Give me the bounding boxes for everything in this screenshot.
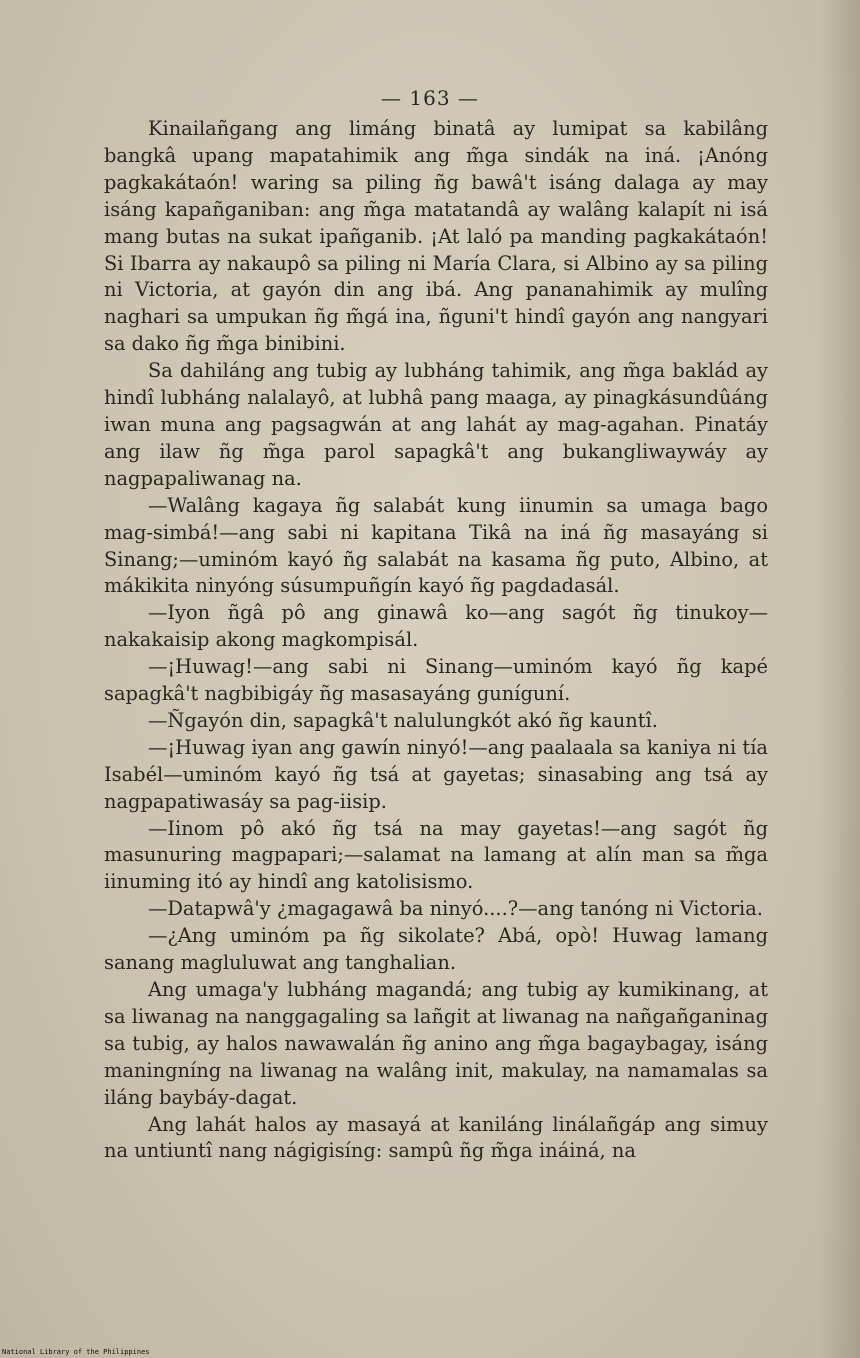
paragraph: —Walâng kagaya ñg salabát kung iinumin sa umaga bago mag-simbá!—ang sabi ni kapitana Tikâ na iná ñg masayáng si Sinang;—uminóm kayó ñg salabát na kasama ñg puto, Albino, at mákikita ninyóng súsumpuñgín kayó ñg pagdadasál. [104,493,768,598]
paragraph: —¡Huwag!—ang sabi ni Sinang—uminóm kayó ñg kapé sapagkâ't nagbibigáy ñg masasayáng guníguní. [104,655,768,706]
paragraph: —Iinom pô akó ñg tsá na may gayetas!—ang sagót ñg masunuring magpapari;—salamat na lamang at alín man sa m̃ga iinuming itó ay hindî ang katolisismo. [104,816,768,894]
paragraph: Ang lahát halos ay masayá at kaniláng linálañgáp ang simuy na untiuntî nang nágigisíng: sampû ñg m̃ga ináiná, na [104,1112,768,1163]
paragraph: Kinailañgang ang limáng binatâ ay lumipat sa kabilâng bangkâ upang mapatahimik ang m̃ga sindák na iná. ¡Anóng pagkakátaón! waring sa piling ñg bawâ't isáng dalaga ay may isáng kapañganiban: ang m̃ga matatandâ ay walâng kalapít ni isá mang butas na sukat ipañganib. ¡At laló pa manding pagkakátaón! Si Ibarra ay nakaupô sa piling ni María Clara, si Albino ay sa piling ni Victoria, at gayón din ang ibá. Ang pananahimik ay mulîng naghari sa umpukan ñg m̃gá ina, ñguni't hindî gayón ang nangyari sa dako ñg m̃ga binibini. [104,117,768,356]
paragraph: —Iyon ñgâ pô ang ginawâ ko—ang sagót ñg tinukoy—nakakaisip akong magkompisál. [104,601,768,652]
page-number: — 163 — [381,86,479,110]
paragraph: Ang umaga'y lubháng magandá; ang tubig ay kumikinang, at sa liwanag na nanggagaling sa lañgit at liwanag na nañgañganinag sa tubig, ay halos nawawalán ñg anino ang m̃ga bagaybagay, isáng maningníng na liwanag na walâng init, makulay, na namamalas sa iláng baybáy-dagat. [104,978,768,1109]
body-text [104,116,768,1165]
page-edge-shadow [820,0,860,1358]
paragraph: —¿Ang uminóm pa ñg sikolate? Abá, opò! Huwag lamang sanang magluluwat ang tanghalian. [104,924,768,975]
paragraph: —Ñgayón din, sapagkâ't nalulungkót akó ñg kauntî. [148,708,658,732]
paragraph: Sa dahiláng ang tubig ay lubháng tahimik, ang m̃ga baklád ay hindî lubháng nalalayô, at lubhâ pang maaga, ay pinagkásundûáng iwan muna ang pagsagwán at ang lahát ay mag-agahan. Pinatáy ang ilaw ñg m̃ga parol sapagkâ't ang bukangliwaywáy ay nagpapaliwanag na. [104,359,768,490]
library-credit: National Library of the Philippines [2,1348,150,1356]
paragraph: —Datapwâ'y ¿magagawâ ba ninyó....?—ang tanóng ni Victoria. [148,897,763,921]
paragraph: —¡Huwag iyan ang gawín ninyó!—ang paalaala sa kaniya ni tía Isabél—uminóm kayó ñg tsá at gayetas; sinasabing ang tsá ay nagpapatiwasáy sa pag-iisip. [104,735,768,813]
